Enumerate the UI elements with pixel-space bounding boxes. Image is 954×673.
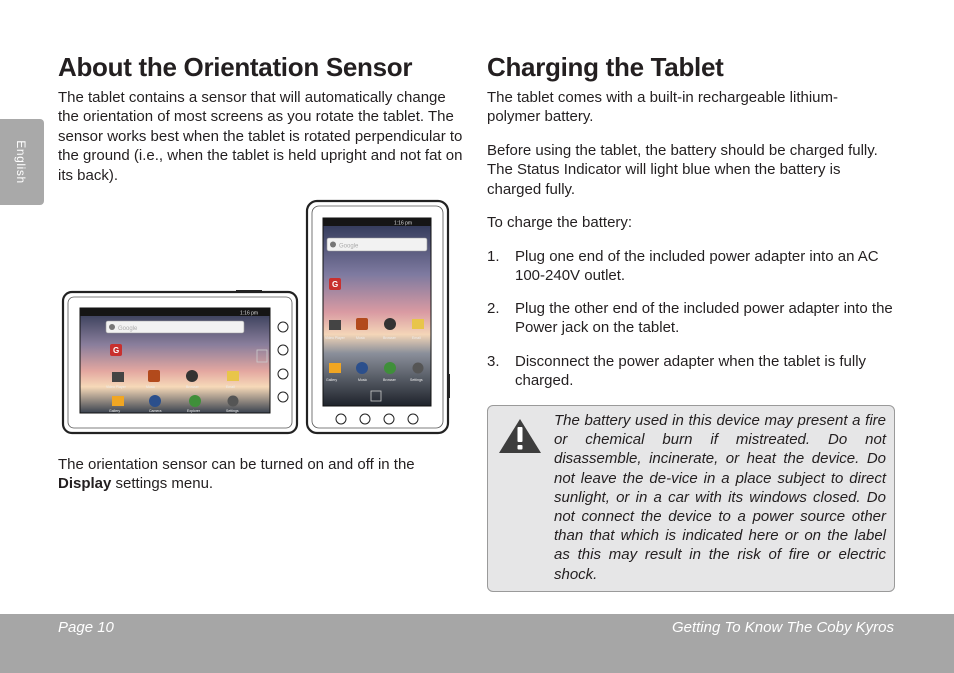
orientation-heading: About the Orientation Sensor [58, 52, 413, 82]
page-number: Page 10 [58, 619, 114, 636]
portrait-tablet [307, 201, 450, 433]
portrait-status-time: 1:16 pm [394, 220, 413, 227]
camera-app-icon [149, 395, 161, 407]
svg-text:Gallery: Gallery [326, 378, 338, 382]
section-title: Getting To Know The Coby Kyros [671, 619, 894, 636]
svg-text:Settings: Settings [410, 378, 423, 382]
charging-p2: Before using the tablet, the battery should be charged fully. The Status Indicator will light blue when the battery is charged fully. [487, 142, 878, 198]
music-app-icon [356, 318, 368, 330]
orientation-intro: The tablet contains a sensor that will automatically change the orientation of most screens as you rotate the tablet. The sensor works best when the tablet is rotated perpendicular to the ground (i.e., when the tablet is held upright and not fat on its back). [58, 89, 463, 184]
charging-step-3: 3. Disconnect the power adapter when the tablet is fully charged. [487, 353, 867, 390]
explorer-app-icon [384, 362, 396, 374]
charging-p1: The tablet comes with a built-in rechargeable lithium-polymer battery. [487, 89, 838, 126]
charging-step-2: 2. Plug the other end of the included power adapter into the Power jack on the tablet. [487, 300, 893, 337]
svg-text:Music: Music [356, 336, 366, 340]
display-menu-name: Display [58, 475, 112, 493]
search-icon [109, 324, 115, 330]
explorer-app-icon [189, 395, 201, 407]
charging-p3: To charge the battery: [487, 214, 633, 231]
language-tab [0, 119, 44, 205]
landscape-search-hint: Google [118, 326, 138, 332]
svg-text:Browser: Browser [186, 385, 199, 389]
svg-text:Music: Music [358, 378, 368, 382]
email-app-icon [227, 371, 239, 381]
settings-app-icon [228, 396, 239, 407]
settings-app-icon [413, 363, 424, 374]
svg-text:Email: Email [412, 336, 421, 340]
svg-text:Email: Email [226, 385, 235, 389]
landscape-status-time: 1:16 pm [240, 310, 259, 317]
svg-text:Music: Music [146, 385, 156, 389]
svg-text:Browser: Browser [383, 336, 396, 340]
browser-app-icon [384, 318, 396, 330]
email-app-icon [412, 319, 424, 329]
warning-icon [498, 418, 542, 454]
svg-text:Gallery: Gallery [109, 409, 121, 413]
portrait-search-hint: Google [339, 243, 359, 250]
page-footer [0, 614, 954, 673]
svg-text:G: G [332, 280, 339, 289]
svg-text:G: G [113, 346, 120, 355]
charging-heading: Charging the Tablet [487, 52, 724, 82]
charging-step-1: 1. Plug one end of the included power adapter into an AC 100-240V outlet. [487, 248, 879, 285]
svg-text:Video Player: Video Player [325, 336, 345, 340]
video-app-icon [329, 320, 341, 330]
orientation-outro: The orientation sensor can be turned on and off in the Display settings menu. [58, 456, 415, 493]
svg-text:Browser: Browser [383, 378, 396, 382]
battery-warning-text: The battery used in this device may present a fire or chemical burn if mistreated. Do not disassemble, incinerate, or heat the device. Do not leave the de-vice in a place subject to direct sunlight, or in a car with its windows closed. Do not connect the device to a power source other than that which is indicated here or on the label as this may result in the risk of fire or electric shock. [554, 412, 886, 583]
gallery-app-icon [329, 363, 341, 373]
browser-app-icon [186, 370, 198, 382]
svg-text:Settings: Settings [226, 409, 239, 413]
music-note-icon [356, 362, 368, 374]
svg-text:Camera: Camera [149, 409, 162, 413]
battery-warning-box [487, 405, 895, 592]
search-icon [330, 242, 336, 248]
svg-text:Video Player: Video Player [106, 385, 126, 389]
landscape-tablet [63, 290, 297, 433]
tablet-illustration [60, 198, 452, 438]
language-tab-label: English [14, 140, 28, 184]
music-app-icon [148, 370, 160, 382]
video-app-icon [112, 372, 124, 382]
svg-text:Explorer: Explorer [187, 409, 201, 413]
gallery-app-icon [112, 396, 124, 406]
